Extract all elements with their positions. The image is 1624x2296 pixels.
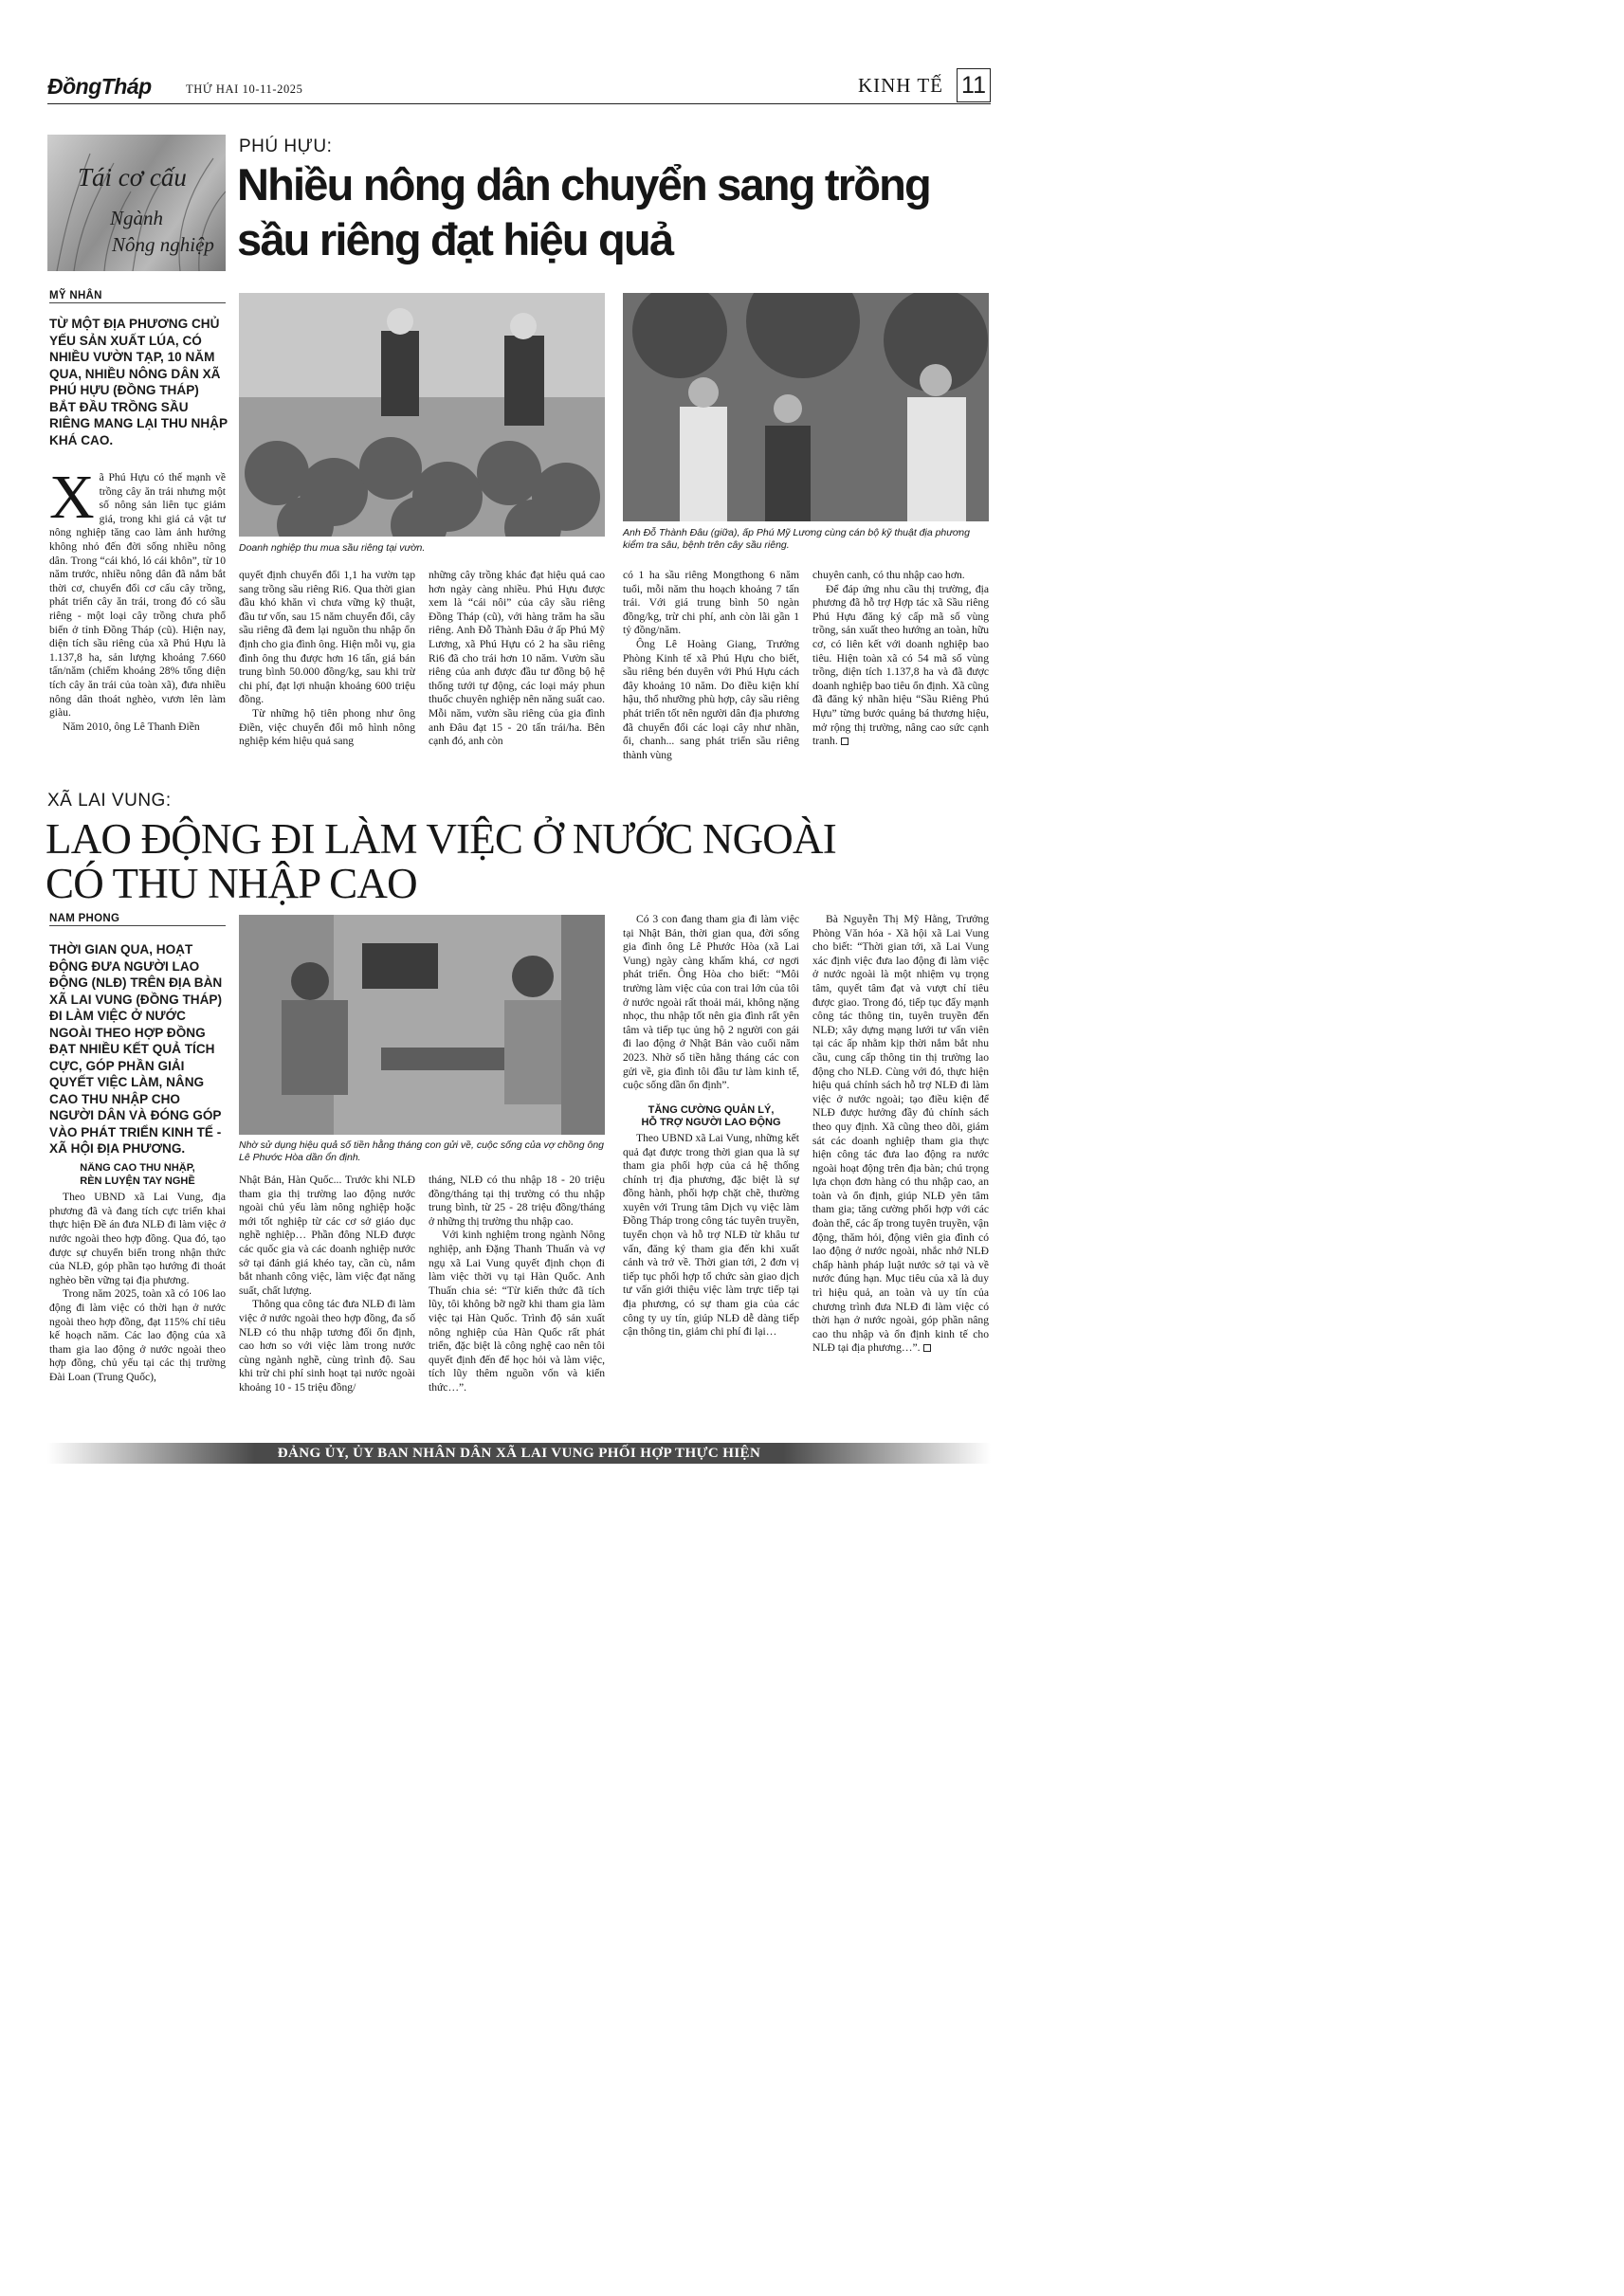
article2-subhead-1-line1: NÂNG CAO THU NHẬP, [80, 1162, 195, 1174]
photo-durian-purchase [239, 293, 605, 537]
article2-paragraph: Thông qua công tác đưa NLĐ đi làm việc ở nước ngoài theo hợp đồng, đa số NLĐ có thu nhập tương đối ổn định, cao hơn so với việc làm trong nước cùng ngành nghề, cùng trình độ. Sau khi trừ chi phí sinh hoạt tại nước ngoài khoảng 10 - 15 triệu đồng/ [239, 1298, 415, 1394]
section-name: KINH TẾ [857, 74, 943, 97]
article2-column-4 [623, 913, 799, 1441]
article2-headline-line1: LAO ĐỘNG ĐI LÀM VIỆC Ở NƯỚC NGOÀI [46, 815, 836, 863]
end-mark-icon [841, 738, 848, 745]
article1-headline-line1: Nhiều nông dân chuyển sang trồng [237, 159, 930, 210]
series-logo-line3: Nông nghiệp [112, 233, 214, 256]
article1-lead: TỪ MỘT ĐỊA PHƯƠNG CHỦ YẾU SẢN XUẤT LÚA, CÓ NHIỀU VƯỜN TẠP, 10 NĂM QUA, NHIỀU NÔNG DÂN XÃ PHÚ HỰU (ĐỒNG THÁP) BẮT ĐẦU TRỒNG SẦU RIÊNG MANG LẠI THU NHẬP KHÁ CAO. [49, 317, 228, 447]
article2-subhead-2-line1: TĂNG CƯỜNG QUẢN LÝ, [648, 1103, 775, 1116]
article2-subhead-1 [49, 1162, 226, 1188]
article1-column-4 [623, 569, 799, 779]
series-logo-line1: Tái cơ cấu [78, 163, 187, 191]
article2-paragraph: Trong năm 2025, toàn xã có 106 lao động đi làm việc có thời hạn ở nước ngoài theo hợp đồng, đạt 115% chỉ tiêu kế hoạch năm. Các lao động của xã tham gia lao động ở nước ngoài theo hợp đồng, chủ yếu tại các thị trường Đài Loan (Trung Quốc), [49, 1287, 226, 1383]
article2-paragraph: tháng, NLĐ có thu nhập 18 - 20 triệu đồng/tháng tại thị trường có thu nhập trung bình, từ 25 - 28 triệu đồng/tháng ở những thị trường thu nhập cao. [429, 1174, 605, 1228]
article2-headline-line2: CÓ THU NHẬP CAO [46, 860, 417, 907]
article1-byline: MỸ NHÂN [49, 290, 226, 303]
living-room-illustration [239, 915, 605, 1135]
durian-pile-illustration [239, 293, 605, 537]
article1-paragraph: ã Phú Hựu có thế mạnh về trồng cây ăn trái nhưng một số nông sản liên tục giảm giá, trong khi giá cả vật tư nông nghiệp tăng cao làm ảnh hưởng không nhỏ đến đời sống nhiều nông dân. Trong “cái khó, ló cái khôn”, từ 10 năm trước, nhiều nông dân đã nắm bắt thời cơ, chuyển đổi cơ cấu cây trồng, phát triển cây ăn trái, trong đó có sầu riêng - một loại cây trồng chưa phổ biến ở tỉnh Đồng Tháp (cũ). Hiện nay, diện tích sầu riêng của xã Phú Hựu là 1.137,8 ha, sản lượng khoảng 7.660 tấn/năm (chiếm khoảng 28% tổng diện tích cây ăn trái của toàn xã), đưa nhiều nông dân thoát nghèo, vươn lên làm giàu. [49, 471, 226, 720]
article2-kicker: XÃ LAI VUNG: [47, 791, 172, 811]
article1-paragraph: những cây trồng khác đạt hiệu quả cao hơn ngày càng nhiều. Phú Hựu được xem là “cái nôi” của cây sầu riêng Đồng Tháp (cũ), với hàng trăm ha sầu riêng. Anh Đỗ Thành Đâu ở ấp Phú Mỹ Lương, xã Phú Hựu có 2 ha sầu riêng Ri6 đã cho trái hơn 10 năm. Vườn sầu riêng của anh được đầu tư đồng bộ hệ thống tưới tự động, các loại máy phun thuốc chuyên nghiệp nên năng suất cao. Mỗi năm, vườn sầu riêng của gia đình anh Đâu đạt 15 - 20 tấn trái/ha. Bên cạnh đó, anh còn [429, 569, 605, 748]
article2-paragraph: Bà Nguyễn Thị Mỹ Hằng, Trưởng Phòng Văn hóa - Xã hội xã Lai Vung cho biết: “Thời gian tới, xã Lai Vung xác định việc đưa lao động đi làm việc ở nước ngoài là một nhiệm vụ trọng tâm, quyết tâm đạt và vượt chỉ tiêu được giao. Trong đó, tiếp tục đẩy mạnh công tác thông tin, tuyên truyền đến NLĐ; xây dựng mạng lưới tư vấn viên tại các ấp nhằm kịp thời nắm bắt nhu cầu, cung cấp thông tin thị trường lao động cho NLĐ. Cùng với đó, thực hiện hiệu quả chính sách hỗ trợ NLĐ đi làm việc ở nước ngoài; tạo điều kiện để NLĐ được hưởng đầy đủ chính sách theo quy định. Xã cũng theo dõi, giám sát các doanh nghiệp tham gia thực hiện công tác đưa lao động ra nước ngoài hoạt động trên địa bàn; chú trọng lựa chọn đơn hàng có thu nhập cao, an toàn và ổn định, giúp NLĐ yên tâm tham gia; tăng cường phối hợp với các đoàn thể, các ấp trong tuyên truyền, vận động, thăm hỏi, động viên gia đình có lao động ở nước ngoài, nhắc nhở NLĐ chấp hành pháp luật nước sở tại và về nước đúng hạn. Mục tiêu của xã là duy trì hiệu quả, an toàn và uy tín của chương trình đưa NLĐ đi làm việc có thời hạn ở nước ngoài, góp phần nâng cao thu nhập và ổn định kinh tế cho NLĐ tại địa phương…”. [812, 913, 989, 1355]
photo-family-living-room [239, 915, 605, 1135]
photo-durian-purchase-caption: Doanh nghiệp thu mua sầu riêng tại vườn. [239, 542, 426, 554]
photo-orchard-inspection [623, 293, 989, 521]
article1-column-5 [812, 569, 989, 779]
article2-paragraph: Với kinh nghiệm trong ngành Nông nghiệp, anh Đặng Thanh Thuấn và vợ ngụ xã Lai Vung quyết định chọn đi làm việc thời vụ tại Hàn Quốc. Anh Thuấn chia sẻ: “Từ kiến thức đã tích lũy, tôi không bỡ ngỡ khi tham gia làm việc tại Hàn Quốc. Trình độ sản xuất nông nghiệp của Hàn Quốc rất phát triển, đặc biệt là công nghệ cao nên tôi quyết định đến để học hỏi và làm việc, tích lũy thêm nguồn vốn và kiến thức…”. [429, 1229, 605, 1394]
article1-paragraph: Từ những hộ tiên phong như ông Điền, việc chuyển đổi mô hình nông nghiệp kém hiệu quả sang [239, 706, 415, 748]
orchard-people-illustration [623, 293, 989, 521]
masthead [47, 68, 991, 104]
article1-kicker: PHÚ HỰU: [239, 137, 333, 156]
footer-banner-text: ĐẢNG ỦY, ỦY BAN NHÂN DÂN XÃ LAI VUNG PHỐI HỢP THỰC HIỆN [277, 1446, 761, 1461]
article2-column-5 [812, 913, 989, 1441]
article1-column-2 [239, 569, 415, 779]
article2-paragraph: Theo UBND xã Lai Vung, địa phương đã và đang tích cực triển khai thực hiện Đề án đưa NLĐ đi làm việc ở nước ngoài theo hợp đồng. Qua đó, tạo được sự chuyển biến trong nhận thức của NLĐ, góp phần tạo hướng đi thoát nghèo bền vững tại địa phương. [49, 1191, 226, 1286]
article2-subhead-1-line2: RÈN LUYỆN TAY NGHỀ [80, 1175, 195, 1187]
article1-column-1 [49, 471, 226, 779]
article2-subhead-2-line2: HỖ TRỢ NGƯỜI LAO ĐỘNG [641, 1117, 781, 1129]
drop-cap: X [49, 471, 95, 532]
article1-column-3 [429, 569, 605, 779]
article1-paragraph: Năm 2010, ông Lê Thanh Điền [63, 720, 200, 733]
article2-paragraph: Nhật Bản, Hàn Quốc... Trước khi NLĐ tham gia thị trường lao động nước ngoài chủ yếu làm nông nghiệp hoặc mới tốt nghiệp từ các cơ sở giáo dục nghề nghiệp… Phần đông NLĐ được các quốc gia và các doanh nghiệp nước sở tại đánh giá khéo tay, cần cù, nắm bắt nhanh công việc, làm việc đạt năng suất, chất lượng. [239, 1174, 415, 1297]
article2-column-2 [239, 1174, 415, 1441]
article1-paragraph: Ông Lê Hoàng Giang, Trưởng Phòng Kinh tế xã Phú Hựu cho biết, sầu riêng bén duyên với Phú Hựu cách đây khoảng 10 năm. Do điều kiện khí hậu, thổ nhưỡng phù hợp, cây sầu riêng phát triển tốt nên người dân địa phương đã chuyển đổi các loại cây như nhãn, ổi, chanh... sang phát triển sầu riêng thành vùng [623, 637, 799, 761]
article1-paragraph: quyết định chuyển đổi 1,1 ha vườn tạp sang trồng sầu riêng Ri6. Qua thời gian đầu khó khăn vì chưa vững kỹ thuật, đầu tư vốn, sau 15 năm chuyển đổi, cây sầu riêng đã đem lại nguồn thu nhập ổn định cho gia đình ông. Hiện mỗi vụ, gia đình ông thu được hơn 16 tấn, giá bán trung bình 50.000 đồng/kg, sau khi trừ chi phí, đạt lợi nhuận khoảng 600 triệu đồng. [239, 569, 415, 706]
article2-paragraph: Có 3 con đang tham gia đi làm việc tại Nhật Bản, thời gian qua, đời sống gia đình ông Lê Phước Hòa (xã Lai Vung) ngày càng khấm khá, cơ ngơi phát triển. Ông Hòa cho biết: “Môi trường làm việc của con trai lớn của tôi ở nước ngoài rất thoải mái, không nặng nhọc, thu nhập tốt nên gia đình rất yên tâm và tiếp tục ủng hộ 2 người con gái đi lao động ở Nhật Bản vào cuối năm 2023. Nhờ số tiền hằng tháng các con gửi về, gia đình tôi đầu tư làm kinh tế, cuộc sống dần ổn định”. [623, 913, 799, 1092]
series-logo [47, 135, 226, 271]
article2-paragraph: Theo UBND xã Lai Vung, những kết quả đạt được trong thời gian qua là sự tham gia phối hợp của cả hệ thống chính trị địa phương, đặc biệt là sự đồng hành, phối hợp chặt chẽ, thường xuyên với Trung tâm Dịch vụ việc làm Đồng Tháp trong công tác tuyên truyền, tuyển chọn và hỗ trợ NLĐ từ khâu tư vấn, đăng ký tham gia đến khi xuất cảnh và trở về. Thời gian tới, 2 đơn vị tiếp tục phối hợp tổ chức sàn giao dịch tư vấn giới thiệu việc làm trực tiếp tại địa phương, có sự tham gia của các công ty uy tín, giúp NLĐ dễ dàng tiếp cận thông tin, giảm chi phí đi lại… [623, 1131, 799, 1339]
photo-orchard-inspection-caption: Anh Đỗ Thành Đâu (giữa), ấp Phú Mỹ Lương cùng cán bộ kỹ thuật địa phương kiểm tra sâu, bệnh trên cây sầu riêng. [623, 527, 970, 551]
photo-family-living-room-caption: Nhờ sử dụng hiệu quả số tiền hằng tháng con gửi về, cuộc sống của vợ chồng ông Lê Phước Hòa dần ổn định. [239, 1139, 605, 1163]
article1-paragraph: chuyên canh, có thu nhập cao hơn. [812, 569, 965, 581]
series-logo-line2: Ngành [110, 207, 164, 229]
masthead-date: THỨ HAI 10-11-2025 [186, 82, 303, 96]
masthead-brand: ĐồngTháp [47, 74, 152, 99]
footer-banner [47, 1443, 991, 1464]
article2-column-3 [429, 1174, 605, 1441]
article2-lead: THỜI GIAN QUA, HOẠT ĐỘNG ĐƯA NGƯỜI LAO ĐỘNG (NLĐ) TRÊN ĐỊA BÀN XÃ LAI VUNG (ĐỒNG THÁP) ĐI LÀM VIỆC Ở NƯỚC NGOÀI THEO HỢP ĐỒNG ĐẠT NHIỀU KẾT QUẢ TÍCH CỰC, GÓP PHẦN GIẢI QUYẾT VIỆC LÀM, NÂNG CAO THU NHẬP CHO NGƯỜI DÂN VÀ ĐÓNG GÓP VÀO PHÁT TRIỂN KINH TẾ - XÃ HỘI ĐỊA PHƯƠNG. [49, 942, 223, 1156]
article1-paragraph: Để đáp ứng nhu cầu thị trường, địa phương đã hỗ trợ Hợp tác xã Sầu riêng Phú Hựu đăng ký cấp mã số vùng trồng, sản xuất theo hướng an toàn, hữu cơ, có liên kết với doanh nghiệp bao tiêu. Hiện toàn xã có 54 mã số vùng trồng, diện tích 1.137,8 ha và đã được doanh nghiệp bao tiêu ổn định. Xã cũng đã đăng ký nhãn hiệu “Sầu Riêng Phú Hựu” từng bước quảng bá thương hiệu, mở rộng thị trường, nâng cao sức cạnh tranh. [812, 582, 989, 748]
article2-subhead-2 [623, 1104, 799, 1130]
article2-column-1 [49, 1162, 226, 1441]
page-number: 11 [957, 68, 991, 102]
end-mark-icon [923, 1344, 931, 1352]
article1-paragraph: có 1 ha sầu riêng Mongthong 6 năm tuổi, mỗi năm thu hoạch khoảng 7 tấn trái. Với giá trung bình 50 ngàn đồng/kg, trừ chi phí, anh còn lãi gần 1 tỷ đồng/năm. [623, 569, 799, 637]
article1-headline-line2: sầu riêng đạt hiệu quả [237, 214, 673, 264]
article2-byline: NAM PHONG [49, 913, 226, 926]
